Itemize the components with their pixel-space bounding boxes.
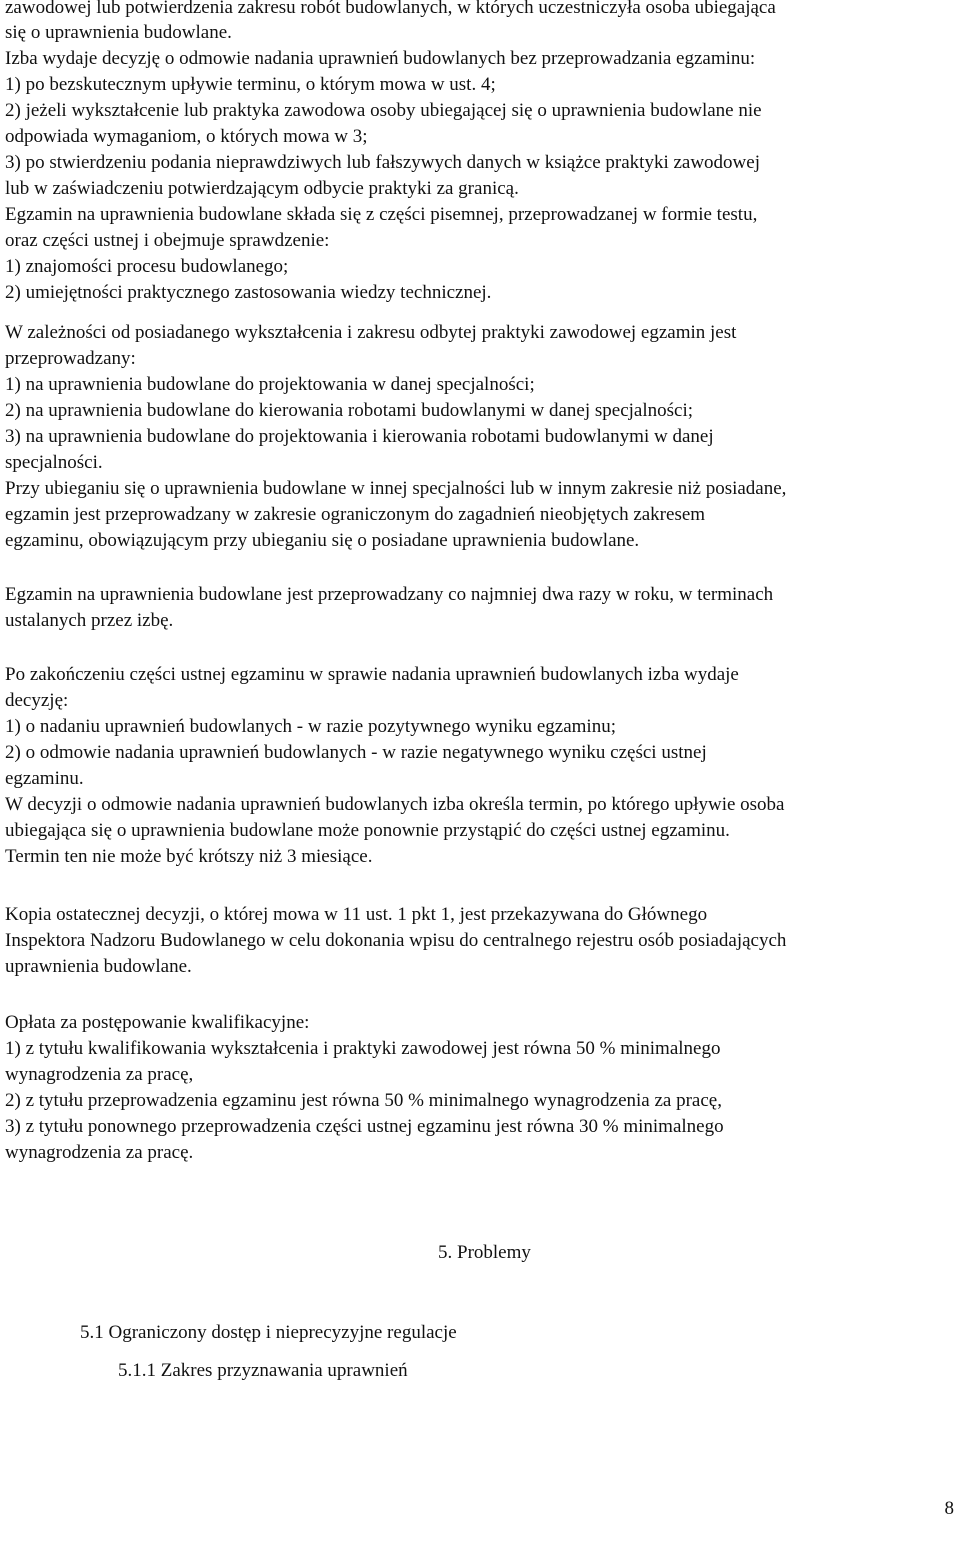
list-item: 3) na uprawnienia budowlane do projektowania i kierowania robotami budowlanymi w danej [5, 426, 714, 447]
text-line: wynagrodzenia za pracę. [5, 1142, 194, 1163]
list-item: 1) po bezskutecznym upływie terminu, o którym mowa w ust. 4; [5, 74, 496, 95]
text-line: ustalanych przez izbę. [5, 610, 174, 631]
list-item: 2) z tytułu przeprowadzenia egzaminu jest równa 50 % minimalnego wynagrodzenia za pracę, [5, 1090, 722, 1111]
text-line: wynagrodzenia za pracę, [5, 1064, 194, 1085]
text-line: egzaminu. [5, 768, 84, 789]
section-heading: 5. Problemy [438, 1242, 531, 1263]
text-line: W zależności od posiadanego wykształcenia i zakresu odbytej praktyki zawodowej egzamin jest [5, 322, 737, 343]
text-line: ubiegająca się o uprawnienia budowlane może ponownie przystąpić do części ustnej egzaminu. [5, 820, 730, 841]
list-item: 1) znajomości procesu budowlanego; [5, 256, 289, 277]
list-item: 3) z tytułu ponownego przeprowadzenia części ustnej egzaminu jest równa 30 % minimalnego [5, 1116, 724, 1137]
text-line: decyzję: [5, 690, 69, 711]
text-line: lub w zaświadczeniu potwierdzającym odbycie praktyki za granicą. [5, 178, 519, 199]
text-line: zawodowej lub potwierdzenia zakresu robót budowlanych, w których uczestniczyła osoba ubiegająca [5, 0, 776, 18]
text-line: uprawnienia budowlane. [5, 956, 192, 977]
list-item: 2) umiejętności praktycznego zastosowania wiedzy technicznej. [5, 282, 492, 303]
page-number: 8 [944, 1498, 954, 1519]
text-line: egzaminu, obowiązującym przy ubieganiu się o posiadane uprawnienia budowlane. [5, 530, 640, 551]
text-line: egzamin jest przeprowadzany w zakresie ograniczonym do zagadnień nieobjętych zakresem [5, 504, 706, 525]
text-line: się o uprawnienia budowlane. [5, 22, 232, 43]
list-item: 1) o nadaniu uprawnień budowlanych - w razie pozytywnego wyniku egzaminu; [5, 716, 616, 737]
list-item: 3) po stwierdzeniu podania nieprawdziwych lub fałszywych danych w książce praktyki zawodowej [5, 152, 760, 173]
list-item: 2) jeżeli wykształcenie lub praktyka zawodowa osoby ubiegającej się o uprawnienia budowlane nie [5, 100, 762, 121]
text-line: Opłata za postępowanie kwalifikacyjne: [5, 1012, 310, 1033]
text-line: Inspektora Nadzoru Budowlanego w celu dokonania wpisu do centralnego rejestru osób posiadających [5, 930, 787, 951]
text-line: W decyzji o odmowie nadania uprawnień budowlanych izba określa termin, po którego upływie osoba [5, 794, 785, 815]
text-line: Przy ubieganiu się o uprawnienia budowlane w innej specjalności lub w innym zakresie niż posiadane, [5, 478, 787, 499]
text-line: Izba wydaje decyzję o odmowie nadania uprawnień budowlanych bez przeprowadzania egzaminu: [5, 48, 756, 69]
text-line: Egzamin na uprawnienia budowlane składa się z części pisemnej, przeprowadzanej w formie testu, [5, 204, 758, 225]
list-item: 2) o odmowie nadania uprawnień budowlanych - w razie negatywnego wyniku części ustnej [5, 742, 707, 763]
list-item: 1) na uprawnienia budowlane do projektowania w danej specjalności; [5, 374, 535, 395]
text-line: odpowiada wymaganiom, o których mowa w 3; [5, 126, 368, 147]
text-line: oraz części ustnej i obejmuje sprawdzenie: [5, 230, 330, 251]
list-item: 1) z tytułu kwalifikowania wykształcenia i praktyki zawodowej jest równa 50 % minimalnego [5, 1038, 721, 1059]
subsubsection-heading: 5.1.1 Zakres przyznawania uprawnień [118, 1360, 408, 1381]
text-line: przeprowadzany: [5, 348, 136, 369]
list-item: 2) na uprawnienia budowlane do kierowania robotami budowlanymi w danej specjalności; [5, 400, 694, 421]
text-line: Kopia ostatecznej decyzji, o której mowa w 11 ust. 1 pkt 1, jest przekazywana do Głównego [5, 904, 708, 925]
text-line: Po zakończeniu części ustnej egzaminu w sprawie nadania uprawnień budowlanych izba wydaje [5, 664, 739, 685]
text-line: specjalności. [5, 452, 103, 473]
subsection-heading: 5.1 Ograniczony dostęp i nieprecyzyjne regulacje [80, 1322, 457, 1343]
text-line: Egzamin na uprawnienia budowlane jest przeprowadzany co najmniej dwa razy w roku, w terminach [5, 584, 774, 605]
text-line: Termin ten nie może być krótszy niż 3 miesiące. [5, 846, 373, 867]
